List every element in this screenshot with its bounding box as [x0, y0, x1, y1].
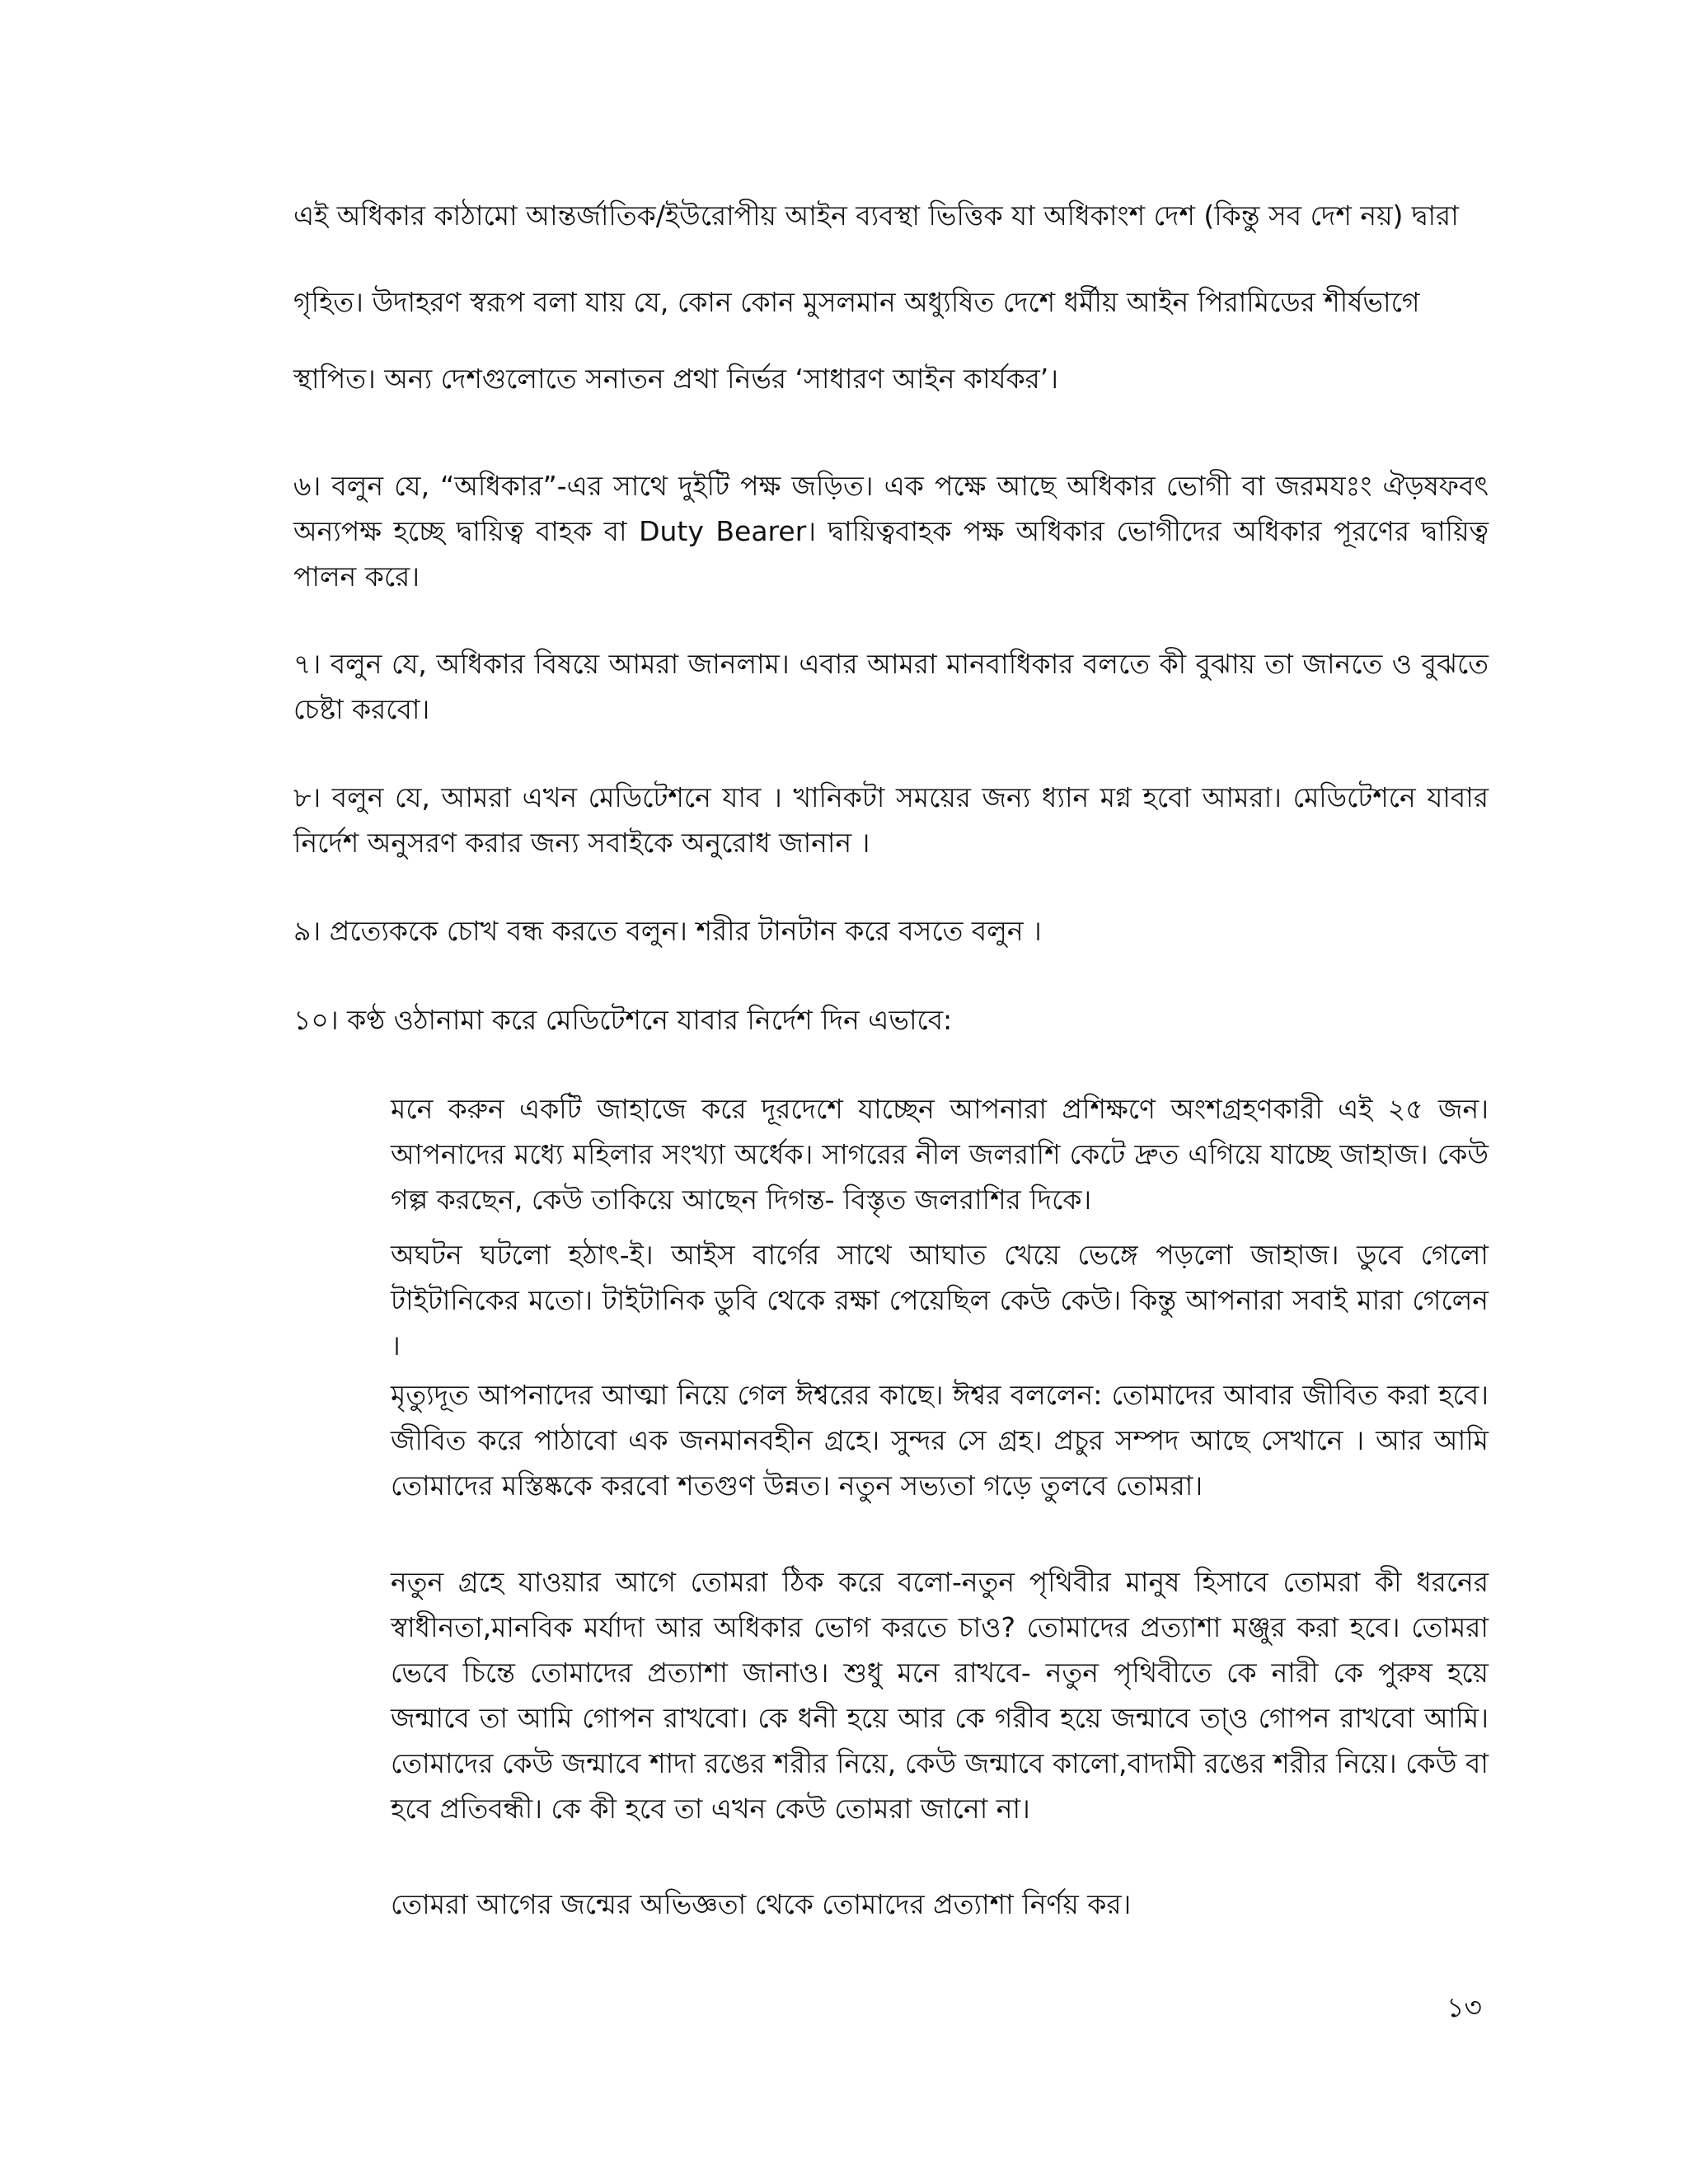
meditation-paragraph-4: নতুন গ্রহে যাওয়ার আগে তোমরা ঠিক করে বলো-নতুন পৃথিবীর মানুষ হিসাবে তোমরা কী ধরনের স্বাধীনতা,মানবিক মর্যাদা আর অধিকার ভোগ করতে চাও? তোমাদের প্রত্যাশা মঞ্জুর করা হবে। তোমরা ভেবে চিন্তে তোমাদের প্রত্যাশা জানাও। শুধু মনে রাখবে- নতুন পৃথিবীতে কে নারী কে পুরুষ হয়ে জন্মাবে তা আমি গোপন রাখবো। কে ধনী হয়ে আর কে গরীব হয়ে জন্মাবে তা্ও গোপন রাখবো আমি। তোমাদের কেউ জন্মাবে শাদা রঙের শরীর নিয়ে, কেউ জন্মাবে কালো,বাদামী রঙের শরীর নিয়ে। কেউ বা হবে প্রতিবন্ধী। কে কী হবে তা এখন কেউ তোমরা জানো না।: [391, 1566, 1489, 1825]
intro-line-3: স্থাপিত। অন্য দেশগুলোতে সনাতন প্রথা নির্ভর ‘সাধারণ আইন কার্যকর’।: [293, 363, 1059, 395]
page-number: ১৩: [1447, 1991, 1482, 2023]
intro-line-2: গৃহিত। উদাহরণ স্বরূপ বলা যায় যে, কোন কোন মুসলমান অধ্যুষিত দেশে ধর্মীয় আইন পিরামিডের শীর্ষভাগে: [293, 286, 1420, 318]
meditation-paragraph-5: তোমরা আগের জন্মের অভিজ্ঞতা থেকে তোমাদের প্রত্যাশা নির্ণয় কর।: [391, 1888, 1132, 1920]
meditation-paragraph-2: অঘটন ঘটলো হঠাৎ-ই। আইস বার্গের সাথে আঘাত খেয়ে ভেঙ্গে পড়লো জাহাজ। ডুবে গেলো টাইটানিকের মতো। টাইটানিক ডুবি থেকে রক্ষা পেয়েছিল কেউ কেউ। কিন্তু আপনারা সবাই মারা গেলেন ।: [391, 1239, 1489, 1361]
intro-line-1: এই অধিকার কাঠামো আন্তর্জাতিক/ইউরোপীয় আইন ব্যবস্থা ভিত্তিক যা অধিকাংশ দেশ (কিন্তু সব দেশ নয়) দ্বারা: [293, 199, 1459, 232]
meditation-paragraph-1: মনে করুন একটি জাহাজে করে দূরদেশে যাচ্ছেন আপনারা প্রশিক্ষণে অংশগ্রহণকারী এই ২৫ জন। আপনাদের মধ্যে মহিলার সংখ্যা অর্ধেক। সাগরের নীল জলরাশি কেটে দ্রুত এগিয়ে যাচ্ছে জাহাজ। কেউ গল্প করছেন, কেউ তাকিয়ে আছেন দিগন্ত- বিস্তৃত জলরাশির দিকে।: [391, 1093, 1489, 1216]
paragraph-9: ৯। প্রত্যেককে চোখ বন্ধ করতে বলুন। শরীর টানটান করে বসতে বলুন ।: [293, 915, 1042, 947]
paragraph-7: ৭। বলুন যে, অধিকার বিষয়ে আমরা জানলাম। এবার আমরা মানবাধিকার বলতে কী বুঝায় তা জানতে ও বুঝতে চেষ্টা করবো।: [293, 648, 1489, 725]
paragraph-10: ১০। কণ্ঠ ওঠানামা করে মেডিটেশনে যাবার নির্দেশ দিন এভাবে:: [293, 1004, 953, 1036]
paragraph-8: ৮। বলুন যে, আমরা এখন মেডিটেশনে যাব । খানিকটা সময়ের জন্য ধ্যান মগ্ন হবো আমরা। মেডিটেশনে যাবার নির্দেশ অনুসরণ করার জন্য সবাইকে অনুরোধ জানান ।: [293, 781, 1489, 859]
paragraph-6: ৬। বলুন যে, “অধিকার”-এর সাথে দুইটি পক্ষ জড়িত। এক পক্ষে আছে অধিকার ভোগী বা জরমযঃং ঐড়ষফবৎ অন্যপক্ষ হচ্ছে দ্বায়িত্ব বাহক বা Duty Bearer। দ্বায়িত্ববাহক পক্ষ অধিকার ভোগীদের অধিকার পূরণের দ্বায়িত্ব পালন করে।: [293, 470, 1489, 593]
meditation-paragraph-3: মৃত্যুদূত আপনাদের আত্মা নিয়ে গেল ঈশ্বরের কাছে। ঈশ্বর বললেন: তোমাদের আবার জীবিত করা হবে। জীবিত করে পাঠাবো এক জনমানবহীন গ্রহে। সুন্দর সে গ্রহ। প্রচুর সম্পদ আছে সেখানে । আর আমি তোমাদের মস্তিষ্ককে করবো শতগুণ উন্নত। নতুন সভ্যতা গড়ে তুলবে তোমরা।: [391, 1379, 1489, 1502]
